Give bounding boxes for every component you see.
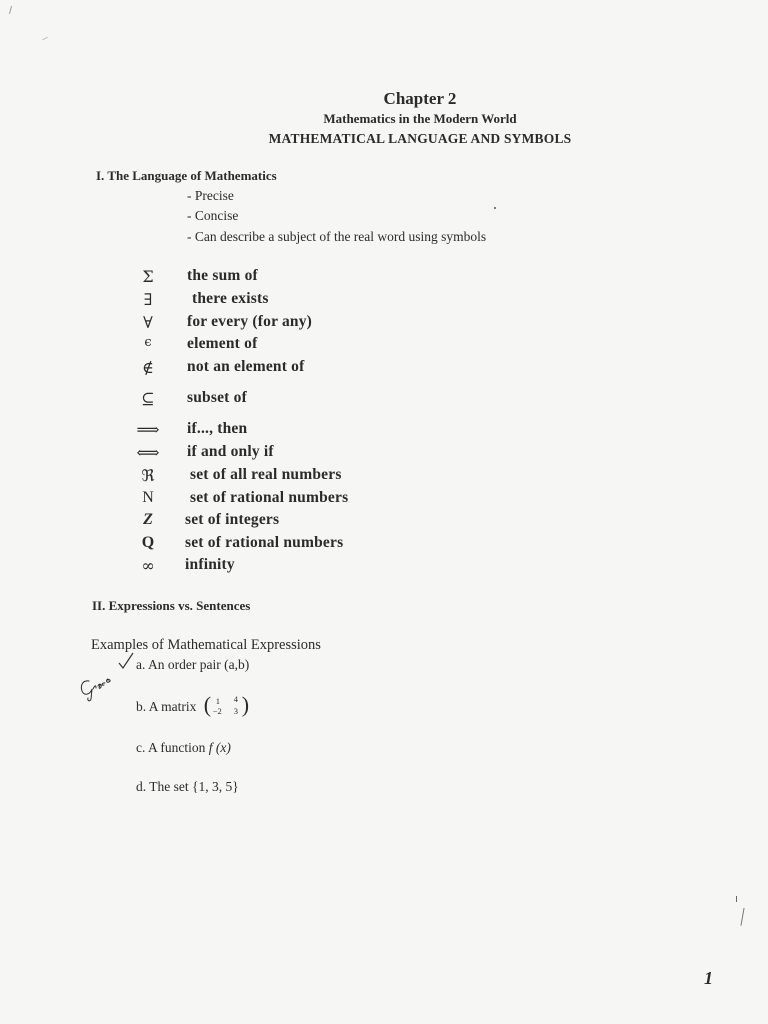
matrix-cell: 1: [215, 696, 220, 706]
meaning-infinity: infinity: [185, 556, 235, 573]
matrix-expression: [203, 692, 250, 719]
meaning-exists: there exists: [192, 290, 269, 307]
example-matrix: [136, 692, 250, 719]
bullet-concise: - Concise: [187, 208, 239, 223]
example-function-label: c. A function: [136, 740, 206, 755]
bullet-describe: - Can describe a subject of the real word using symbols: [187, 229, 487, 244]
symbol-implies: ⟹: [136, 420, 160, 439]
course-subtitle: Mathematics in the Modern World: [323, 111, 517, 126]
symbol-forall: ∀: [143, 313, 153, 332]
document-title: MATHEMATICAL LANGUAGE AND SYMBOLS: [268, 131, 572, 146]
meaning-sum: the sum of: [187, 267, 258, 284]
meaning-forall: for every (for any): [187, 313, 313, 330]
right-paren-icon: ): [241, 692, 250, 717]
symbol-naturals: N: [142, 489, 154, 506]
symbol-reals: ℜ: [141, 466, 155, 485]
symbol-not-element: ∉: [142, 358, 154, 377]
symbol-sum: Σ: [142, 267, 154, 286]
symbol-integers: Z: [143, 511, 153, 528]
handwritten-signature: [77, 671, 121, 705]
meaning-iff: if and only if: [187, 443, 274, 460]
symbol-element: ϵ: [144, 335, 152, 350]
symbol-iff: ⟺: [136, 443, 160, 462]
section-1-heading: I. The Language of Mathematics: [96, 168, 277, 183]
meaning-element: element of: [187, 335, 258, 352]
checkmark-icon: [117, 652, 135, 670]
example-ordered-pair: a. An order pair (a,b): [136, 657, 250, 672]
chapter-heading: Chapter 2: [383, 89, 457, 108]
meaning-reals: set of all real numbers: [190, 466, 342, 483]
symbol-infinity: ∞: [141, 556, 155, 575]
example-function: [136, 740, 231, 756]
matrix-cell: 4: [233, 694, 238, 704]
example-set: d. The set {1, 3, 5}: [136, 779, 239, 794]
scan-speck: [736, 896, 737, 902]
example-matrix-label: b. A matrix: [136, 699, 197, 715]
examples-intro: Examples of Mathematical Expressions: [91, 637, 321, 653]
meaning-naturals: set of rational numbers: [190, 489, 349, 506]
handwritten-page-number: 1: [704, 968, 713, 988]
symbol-exists: ∃: [143, 290, 153, 309]
meaning-subset: subset of: [187, 389, 247, 406]
scan-speck: [9, 6, 12, 14]
scan-speck: [494, 207, 496, 209]
section-2-heading: II. Expressions vs. Sentences: [92, 598, 251, 613]
matrix-cell: 3: [233, 706, 238, 716]
symbol-rationals: Q: [141, 534, 155, 551]
meaning-rationals: set of rational numbers: [185, 534, 344, 551]
symbol-subset: ⊆: [141, 389, 155, 408]
meaning-not-element: not an element of: [187, 358, 305, 375]
scan-speck: [740, 908, 746, 926]
scan-speck: [42, 37, 48, 41]
matrix-cell: −2: [212, 706, 222, 716]
left-paren-icon: (: [203, 692, 212, 717]
bullet-precise: - Precise: [187, 188, 234, 203]
function-expression: f (x): [208, 740, 231, 755]
meaning-implies: if..., then: [187, 420, 248, 437]
meaning-integers: set of integers: [185, 511, 280, 528]
